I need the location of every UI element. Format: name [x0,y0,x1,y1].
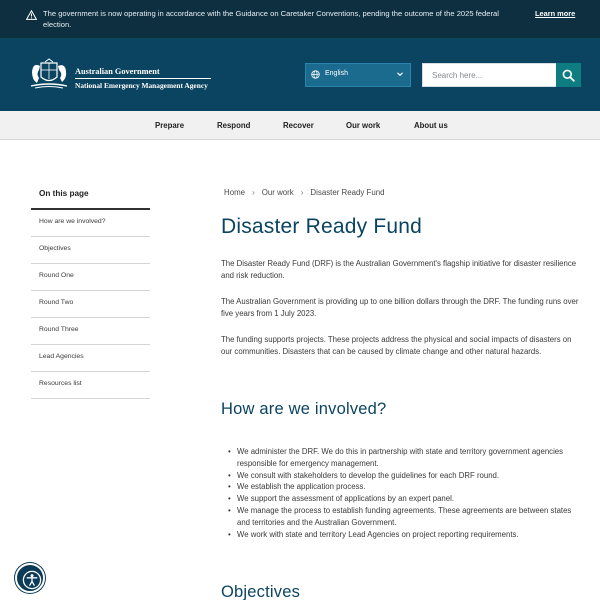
alert-text: The government is now operating in accordance with the Guidance on Caretaker Conventions, pending the outcome of the 2025 federal election. [43,9,499,29]
globe-icon [311,70,320,79]
accessibility-button[interactable] [15,563,45,593]
sidebar-item-resources-list[interactable]: Resources list [31,372,150,399]
logo-divider [75,78,211,79]
nav-item-about-us[interactable]: About us [414,121,448,130]
projects-paragraph: The funding supports projects. These projects address the physical and social impacts of disasters on our communities. Disasters that can be caused by climate change and other natural hazards. [221,335,572,356]
list-item: • We administer the DRF. We do this in partnership with state and territory government agencies responsible for emergency management. [237,446,582,470]
sidebar-title: On this page [39,189,89,198]
site-header [0,38,600,111]
alert-banner [0,0,600,38]
sidebar-item-round-three[interactable]: Round Three [31,318,150,345]
logo-agency-text: National Emergency Management Agency [75,81,208,90]
sidebar-item-objectives[interactable]: Objectives [31,237,150,264]
coat-of-arms-icon [27,58,71,92]
involved-heading: How are we involved? [221,400,387,418]
involved-list [237,446,582,540]
agency-logo[interactable] [27,58,217,92]
main-nav [0,111,600,140]
sidebar-item-how-are-we-involved[interactable]: How are we involved? [31,210,150,237]
breadcrumb-separator: › [252,188,255,197]
nav-item-prepare[interactable]: Prepare [155,121,185,130]
chevron-down-icon [396,70,404,78]
breadcrumb-our-work[interactable]: Our work [261,188,294,197]
sidebar-item-round-one[interactable]: Round One [31,264,150,291]
language-label: English [325,70,348,77]
sidebar-item-round-two[interactable]: Round Two [31,291,150,318]
page-title: Disaster Ready Fund [221,215,423,238]
nav-item-recover[interactable]: Recover [283,121,314,130]
funding-paragraph: The Australian Government is providing up to one billion dollars through the DRF. The funding runs over five years from 1 July 2023. [221,297,579,318]
warning-icon [26,10,37,20]
list-item: • We consult with stakeholders to develop the guidelines for each DRF round. [237,470,582,482]
breadcrumb [224,188,385,197]
learn-more-link[interactable]: Learn more [535,9,576,18]
sidebar-list [31,210,150,399]
breadcrumb-home[interactable]: Home [224,188,246,197]
intro-paragraph: The Disaster Ready Fund (DRF) is the Australian Government's flagship initiative for disaster resilience and risk reduction. [221,259,577,280]
nav-item-respond[interactable]: Respond [217,121,251,130]
objectives-heading: Objectives [221,583,301,600]
logo-government-text: Australian Government [75,67,160,76]
list-item: • We establish the application process. [237,481,582,493]
search-icon [562,69,575,82]
sidebar-item-lead-agencies[interactable]: Lead Agencies [31,345,150,372]
search-button[interactable] [556,63,581,87]
search-input[interactable] [422,63,558,87]
language-select[interactable] [305,63,411,87]
nav-item-our-work[interactable]: Our work [346,121,381,130]
breadcrumb-current: Disaster Ready Fund [310,188,385,197]
list-item: • We manage the process to establish funding agreements. These agreements are between states and territories and the Australian Government. [237,505,582,529]
list-item: • We support the assessment of applications by an expert panel. [237,493,582,505]
accessibility-icon [22,570,42,590]
breadcrumb-separator: › [300,188,304,197]
list-item: • We work with state and territory Lead Agencies on project reporting requirements. [237,529,582,541]
